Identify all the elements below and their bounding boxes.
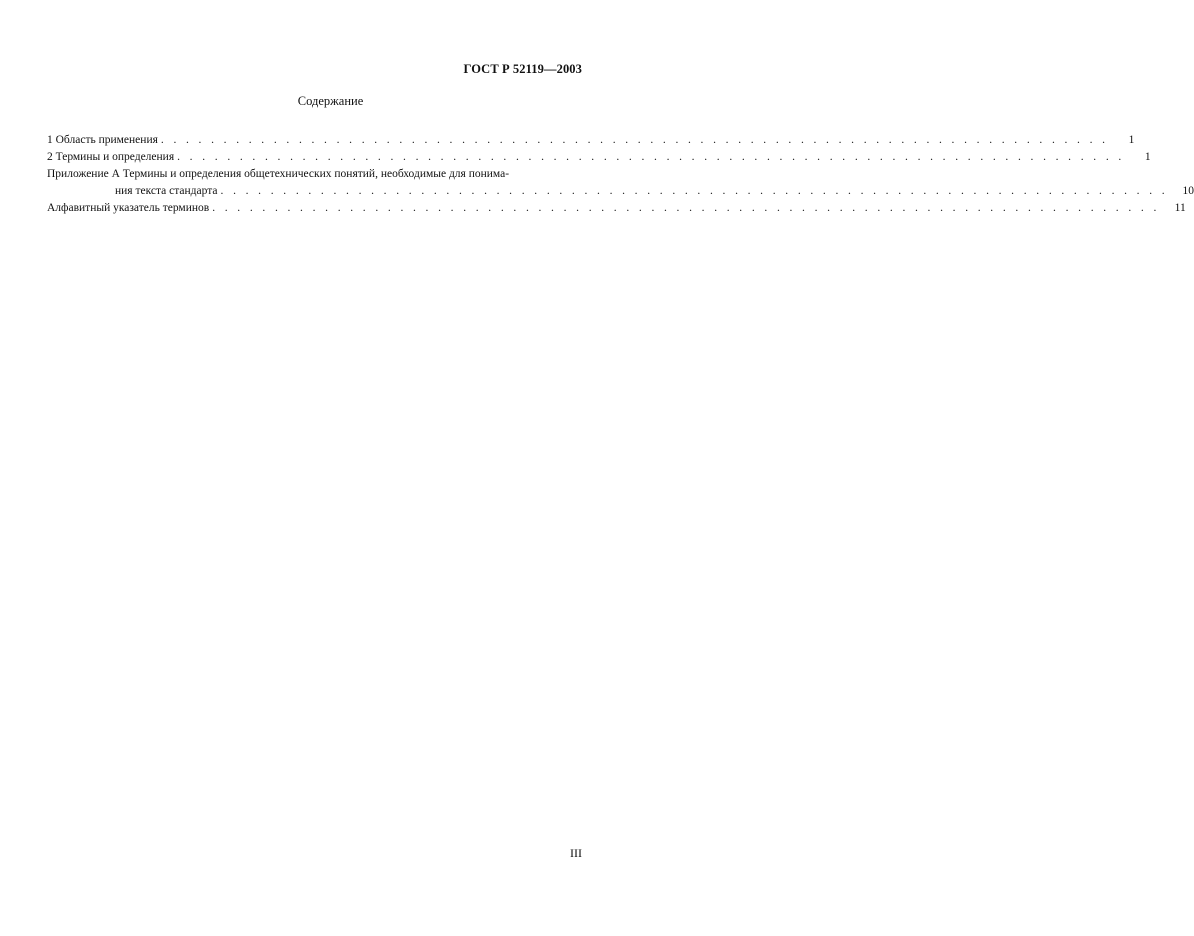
- toc-entry-page: 1: [1144, 151, 1151, 163]
- toc-leader-dots: . . . . . . . . . . . . . . . . . . . . . . . . . . . . . . . . . . . . . . . . . . . . . . . . . . . . . . . . . . . . . . . . . . . . . . . . . . . .: [177, 151, 1125, 163]
- page-number: III: [570, 846, 582, 860]
- toc-entry-label-line2: ния текста стандарта: [115, 185, 218, 197]
- toc-title: Содержание: [297, 94, 364, 108]
- table-of-contents: [47, 132, 1194, 217]
- toc-entry-scope[interactable]: [47, 132, 1135, 149]
- toc-entry-page: 11: [1174, 202, 1186, 214]
- toc-entry-appendix-a[interactable]: [47, 166, 1194, 200]
- toc-entry-label: 1 Область применения: [47, 134, 158, 146]
- toc-entry-label-line1: Приложение А Термины и определения общетехнических понятий, необходимые для понима-: [47, 168, 510, 180]
- toc-leader-dots: . . . . . . . . . . . . . . . . . . . . . . . . . . . . . . . . . . . . . . . . . . . . . . . . . . . . . . . . . . . . . . . . . . . . . . . . . . . .: [160, 134, 1109, 146]
- standard-code-header: ГОСТ Р 52119—2003: [463, 62, 582, 76]
- toc-entry-page: 1: [1128, 134, 1135, 146]
- toc-entry-page: 10: [1182, 185, 1194, 197]
- toc-leader-dots: . . . . . . . . . . . . . . . . . . . . . . . . . . . . . . . . . . . . . . . . . . . . . . . . . . . . . . . . . . . . . . . . . . . . . . . . . . . .: [212, 202, 1160, 214]
- toc-entry-label: Алфавитный указатель терминов: [47, 202, 210, 214]
- toc-leader-dots: . . . . . . . . . . . . . . . . . . . . . . . . . . . . . . . . . . . . . . . . . . . . . . . . . . . . . . . . . . . . . . . . . . . . . . . . . . . .: [220, 185, 1169, 197]
- toc-entry-label: 2 Термины и определения: [47, 151, 175, 163]
- toc-entry-index[interactable]: [47, 200, 1186, 217]
- toc-entry-terms[interactable]: [47, 149, 1151, 166]
